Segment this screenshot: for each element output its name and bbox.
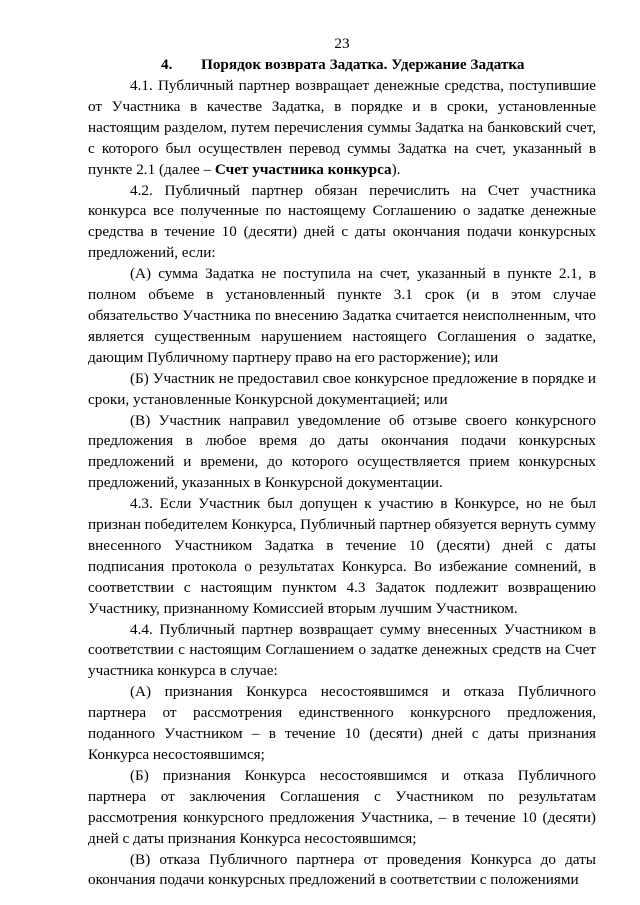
paragraph-4-1-text: 4.1. Публичный партнер возвращает денежные средства, поступившие от Участника в качестве Задатка, в порядке и в сроки, установленные настоящим разделом, путем перечисления суммы Задатка на банковский счет, с которого был осуществлен перевод суммы Задатка на счет, указанный в пункте 2.1 (далее –	[88, 77, 596, 178]
paragraph-4-2-b: (Б) Участник не предоставил свое конкурсное предложение в порядке и сроки, установленные Конкурсной документацией; или	[88, 369, 596, 408]
paragraph-4-4-a: (А) признания Конкурса несостоявшимся и отказа Публичного партнера от рассмотрения единственного конкурсного предложения, поданного Участником – в течение 10 (десяти) дней с даты признания Конкурса несостоявшимся;	[88, 683, 596, 763]
paragraph-4-4-c: (В) отказа Публичного партнера от проведения Конкурса до даты окончания подачи конкурсных предложений в соответствии с положениями	[88, 850, 596, 889]
document-page	[88, 34, 596, 891]
section-heading	[88, 55, 596, 76]
section-title: Порядок возврата Задатка. Удержание Задатка	[201, 56, 525, 73]
paragraph-4-2: 4.2. Публичный партнер обязан перечислить на Счет участника конкурса все полученные по настоящему Соглашению о задатке денежные средства в течение 10 (десяти) дней с даты окончания подачи конкурсных предложений, если:	[88, 181, 596, 262]
page-number: 23	[334, 35, 350, 52]
paragraph-4-2-c: (В) Участник направил уведомление об отзыве своего конкурсного предложения в любое время до даты окончания подачи конкурсных предложений и времени, до которого осуществляется прием конкурсных предложений, указанных в Конкурсной документации.	[88, 411, 596, 492]
paragraph-4-3: 4.3. Если Участник был допущен к участию в Конкурсе, но не был признан победителем Конкурса, Публичный партнер обязуется вернуть сумму внесенного Участником Задатка в течение 10 (десяти) дней с даты подписания протокола о результатах Конкурса. Во избежание сомнений, в соответствии с настоящим пунктом 4.3 Задаток подлежит возвращению Участнику, признанному Комиссией вторым лучшим Участником.	[88, 495, 596, 617]
paragraph-4-1-bold-term: Счет участника конкурса	[214, 160, 392, 178]
paragraph-4-4: 4.4. Публичный партнер возвращает сумму внесенных Участником в соответствии с настоящим Соглашением о задатке денежных средств на Счет участника конкурса в случае:	[88, 620, 596, 680]
section-number: 4.	[161, 56, 173, 73]
paragraph-4-2-a: (А) сумма Задатка не поступила на счет, указанный в пункте 2.1, в полном объеме в установленный пункте 3.1 срок (и в этом случае обязательство Участника по внесению Задатка считается неисполненным, что является существенным нарушением настоящего Соглашения о задатке, дающим Публичному партнеру право на его расторжение); или	[88, 265, 596, 366]
paragraph-4-1	[88, 76, 596, 181]
paragraph-4-1-tail: ).	[391, 160, 401, 178]
paragraph-4-4-b: (Б) признания Конкурса несостоявшимся и отказа Публичного партнера от заключения Соглашения с Участником по результатам рассмотрения конкурсного предложения Участника, – в течение 10 (десяти) дней с даты признания Конкурса несостоявшимся;	[88, 766, 596, 847]
